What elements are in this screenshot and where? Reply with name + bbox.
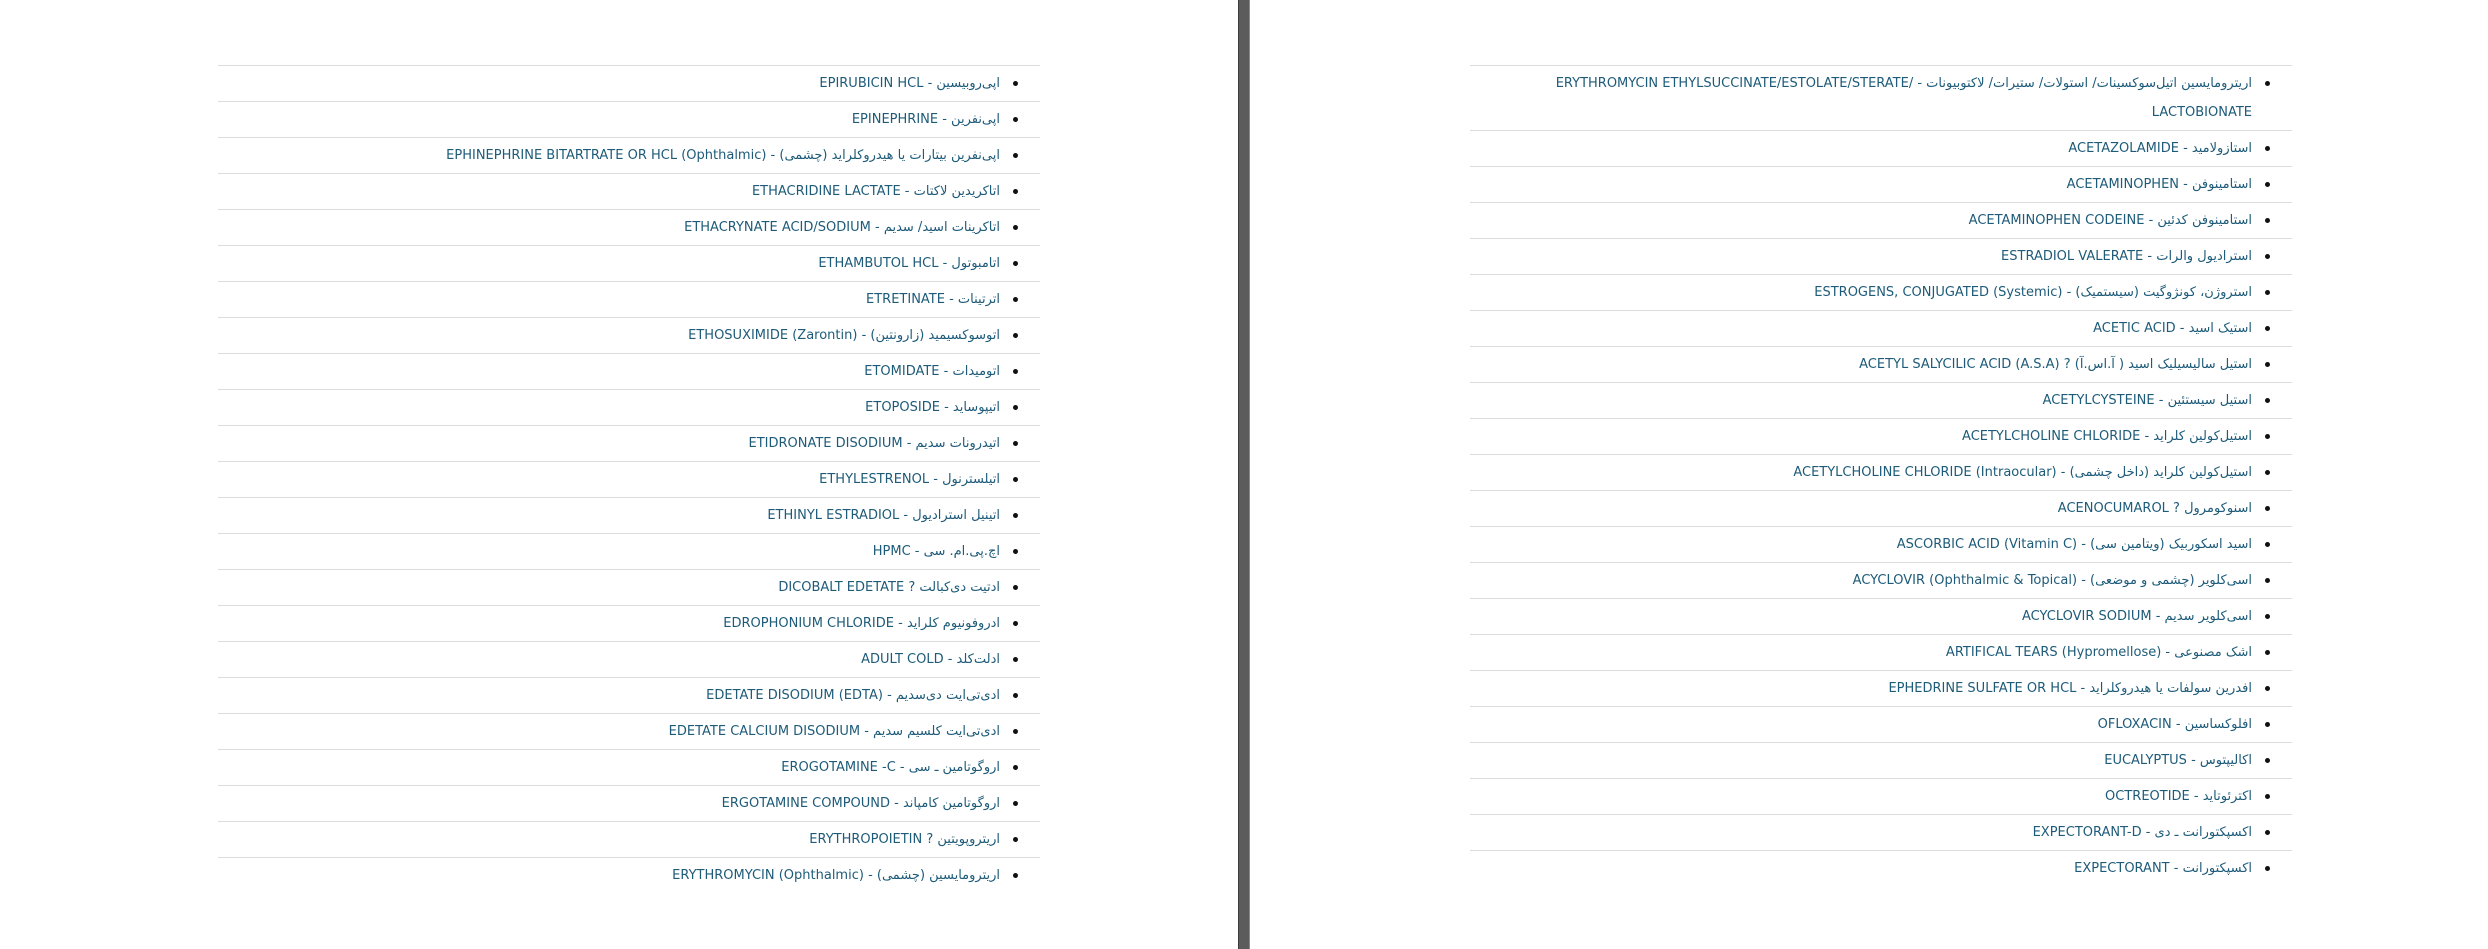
bullet-icon (2265, 614, 2270, 619)
list-item-text: اشک مصنوعی - ARTIFICAL TEARS (Hypromellose) (1945, 645, 2252, 660)
bullet-icon (2265, 650, 2270, 655)
bullet-icon (2265, 542, 2270, 547)
drug-list-left (218, 65, 1040, 893)
bullet-icon (2265, 686, 2270, 691)
list-item[interactable] (1470, 815, 2292, 851)
list-item[interactable] (1470, 419, 2292, 455)
list-item[interactable] (1470, 635, 2292, 671)
bullet-icon (1013, 513, 1018, 518)
list-item-text: اتیلسترنول - ETHYLESTRENOL (819, 472, 1000, 487)
list-item[interactable] (1470, 743, 2292, 779)
list-item-text: اپی‌نفرین - EPINEPHRINE (851, 112, 1000, 127)
bullet-icon (1013, 261, 1018, 266)
bullet-icon (2265, 218, 2270, 223)
list-item-text: اسی‌کلویر (چشمی و موضعی) - ACYCLOVIR (Ophthalmic & Topical) (1852, 573, 2252, 588)
list-item-text: استروژن، کونژوگیت (سیستمیک) - ESTROGENS, CONJUGATED (Systemic) (1814, 285, 2252, 300)
bullet-icon (1013, 873, 1018, 878)
document-page-left (0, 0, 1238, 949)
list-item-text: اتینیل استرادیول - ETHINYL ESTRADIOL (767, 508, 1000, 523)
list-item[interactable] (218, 282, 1040, 318)
list-item-text: استیل‌کولین کلراید (داخل چشمی) - ACETYLCHOLINE CHLORIDE (Intraocular) (1793, 465, 2252, 480)
document-page-right (1250, 0, 2488, 949)
list-item-text: ادروفونیوم کلراید - EDROPHONIUM CHLORIDE (723, 616, 1000, 631)
bullet-icon (2265, 758, 2270, 763)
list-item[interactable] (218, 246, 1040, 282)
list-item[interactable] (218, 426, 1040, 462)
list-item[interactable] (218, 174, 1040, 210)
list-item-text: اکسپکتورانت - EXPECTORANT (2074, 861, 2252, 876)
list-item-text: استامینوفن کدئین - ACETAMINOPHEN CODEINE (1968, 213, 2252, 228)
list-item-text: ادی‌تی‌ایت کلسیم سدیم - EDETATE CALCIUM DISODIUM (668, 724, 1000, 739)
bullet-icon (2265, 326, 2270, 331)
list-item-text: اتومیدات - ETOMIDATE (864, 364, 1000, 379)
list-item-text: اریترومایسین (چشمی) - ERYTHROMYCIN (Ophthalmic) (672, 868, 1000, 883)
list-item[interactable] (218, 858, 1040, 893)
list-item-text: استازولامید - ACETAZOLAMIDE (2068, 141, 2252, 156)
bullet-icon (2265, 182, 2270, 187)
bullet-icon (1013, 153, 1018, 158)
list-item[interactable] (218, 66, 1040, 102)
bullet-icon (2265, 398, 2270, 403)
bullet-icon (1013, 297, 1018, 302)
list-item-text: اروگوتامین ـ سی - EROGOTAMINE -C (781, 760, 1000, 775)
bullet-icon (1013, 549, 1018, 554)
list-item-text: استرادیول والرات - ESTRADIOL VALERATE (2001, 249, 2252, 264)
list-item[interactable] (218, 786, 1040, 822)
list-item-text: اپی‌روبیسین - EPIRUBICIN HCL (819, 76, 1000, 91)
list-item-text: ادتیت دی‌کبالت ? DICOBALT EDETATE (778, 580, 1000, 595)
list-item[interactable] (218, 678, 1040, 714)
bullet-icon (1013, 585, 1018, 590)
list-item-text: اترتینات - ETRETINATE (866, 292, 1000, 307)
list-item-text: اریتروپویتین ? ERYTHROPOIETIN (809, 832, 1000, 847)
list-item[interactable] (218, 462, 1040, 498)
list-item-text: اتامبوتول - ETHAMBUTOL HCL (818, 256, 1000, 271)
list-item[interactable] (1470, 851, 2292, 886)
bullet-icon (1013, 333, 1018, 338)
bullet-icon (1013, 225, 1018, 230)
list-item[interactable] (1470, 66, 2292, 131)
list-item[interactable] (1470, 167, 2292, 203)
bullet-icon (1013, 729, 1018, 734)
list-item[interactable] (218, 138, 1040, 174)
list-item[interactable] (218, 210, 1040, 246)
list-item[interactable] (218, 822, 1040, 858)
list-item[interactable] (218, 390, 1040, 426)
bullet-icon (1013, 477, 1018, 482)
bullet-icon (2265, 722, 2270, 727)
list-item-text: استیل سالیسیلیک اسید ( آ.اس.آ) ? ACETYL SALYCILIC ACID (A.S.A) (1859, 357, 2252, 372)
list-item[interactable] (218, 102, 1040, 138)
list-item[interactable] (218, 750, 1040, 786)
list-item[interactable] (1470, 527, 2292, 563)
bullet-icon (2265, 362, 2270, 367)
list-item[interactable] (1470, 779, 2292, 815)
bullet-icon (1013, 837, 1018, 842)
list-item[interactable] (1470, 491, 2292, 527)
list-item-text: اکترئوتاید - OCTREOTIDE (2105, 789, 2252, 804)
bullet-icon (2265, 866, 2270, 871)
list-item[interactable] (1470, 707, 2292, 743)
list-item[interactable] (218, 642, 1040, 678)
list-item[interactable] (1470, 203, 2292, 239)
list-item-text: افدرین سولفات یا هیدروکلراید - EPHEDRINE SULFATE OR HCL (1888, 681, 2252, 696)
list-item[interactable] (1470, 671, 2292, 707)
list-item[interactable] (218, 498, 1040, 534)
drug-list-right (1470, 65, 2292, 886)
list-item[interactable] (218, 570, 1040, 606)
list-item[interactable] (1470, 311, 2292, 347)
list-item-text: اسنوکومرول ? ACENOCUMAROL (2057, 501, 2252, 516)
list-item[interactable] (218, 534, 1040, 570)
list-item-text: اسی‌کلویر سدیم - ACYCLOVIR SODIUM (2022, 609, 2252, 624)
list-item-text: اپی‌نفرین بیتارات یا هیدروکلراید (چشمی) - EPHINEPHRINE BITARTRATE OR HCL (Ophthalmic) (446, 148, 1000, 163)
bullet-icon (2265, 254, 2270, 259)
bullet-icon (1013, 117, 1018, 122)
bullet-icon (2265, 470, 2270, 475)
page-divider (1238, 0, 1250, 949)
bullet-icon (1013, 405, 1018, 410)
bullet-icon (2265, 81, 2270, 86)
list-item-text: اریترومایسین اتیل‌سوکسینات/ استولات/ ستیرات/ لاکتوبیونات - ERYTHROMYCIN ETHYLSUCCINATE/ESTOLATE/STERATE/ LACTOBIONATE (1555, 76, 2252, 120)
list-item-text: اروگوتامین کامپاند - ERGOTAMINE COMPOUND (721, 796, 1000, 811)
bullet-icon (1013, 801, 1018, 806)
list-item-text: اتیپوساید - ETOPOSIDE (865, 400, 1000, 415)
bullet-icon (2265, 794, 2270, 799)
list-item-text: استامینوفن - ACETAMINOPHEN (2066, 177, 2252, 192)
list-item-text: افلوکساسین - OFLOXACIN (2097, 717, 2252, 732)
list-item[interactable] (218, 606, 1040, 642)
bullet-icon (2265, 506, 2270, 511)
bullet-icon (1013, 81, 1018, 86)
list-item-text: اسید اسکوربیک (ویتامین سی) - ASCORBIC ACID (Vitamin C) (1896, 537, 2252, 552)
bullet-icon (2265, 146, 2270, 151)
bullet-icon (1013, 765, 1018, 770)
list-item[interactable] (1470, 275, 2292, 311)
list-item[interactable] (1470, 455, 2292, 491)
bullet-icon (1013, 621, 1018, 626)
list-item[interactable] (1470, 239, 2292, 275)
list-item-text: اچ.پی.ام. سی - HPMC (872, 544, 1000, 559)
list-item-text: استیک اسید - ACETIC ACID (2093, 321, 2252, 336)
list-item-text: ادلت‌کلد - ADULT COLD (861, 652, 1000, 667)
list-item[interactable] (1470, 563, 2292, 599)
bullet-icon (1013, 693, 1018, 698)
list-item[interactable] (218, 318, 1040, 354)
list-item-text: ادی‌تی‌ایت دی‌سدیم - (EDETATE DISODIUM (EDTA (706, 688, 1000, 703)
list-item-text: اکالیپتوس - EUCALYPTUS (2104, 753, 2252, 768)
list-item-text: اتوسوکسیمید (زارونتین) - ETHOSUXIMIDE (Zarontin) (688, 328, 1000, 343)
bullet-icon (1013, 657, 1018, 662)
bullet-icon (2265, 290, 2270, 295)
list-item-text: استیل‌کولین کلراید - ACETYLCHOLINE CHLORIDE (1962, 429, 2252, 444)
bullet-icon (2265, 434, 2270, 439)
list-item[interactable] (1470, 131, 2292, 167)
list-item[interactable] (1470, 347, 2292, 383)
bullet-icon (1013, 369, 1018, 374)
list-item[interactable] (218, 354, 1040, 390)
list-item-text: اکسپکتورانت ـ دی - EXPECTORANT-D (2032, 825, 2252, 840)
bullet-icon (2265, 578, 2270, 583)
list-item-text: استیل سیستئین - ACETYLCYSTEINE (2042, 393, 2252, 408)
bullet-icon (1013, 441, 1018, 446)
list-item[interactable] (1470, 599, 2292, 635)
bullet-icon (2265, 830, 2270, 835)
list-item[interactable] (1470, 383, 2292, 419)
list-item-text: اتاکرینات اسید/ سدیم - ETHACRYNATE ACID/SODIUM (684, 220, 1000, 235)
bullet-icon (1013, 189, 1018, 194)
list-item[interactable] (218, 714, 1040, 750)
list-item-text: اتاکریدین لاکتات - ETHACRIDINE LACTATE (751, 184, 1000, 199)
list-item-text: اتیدرونات سدیم - ETIDRONATE DISODIUM (748, 436, 1000, 451)
